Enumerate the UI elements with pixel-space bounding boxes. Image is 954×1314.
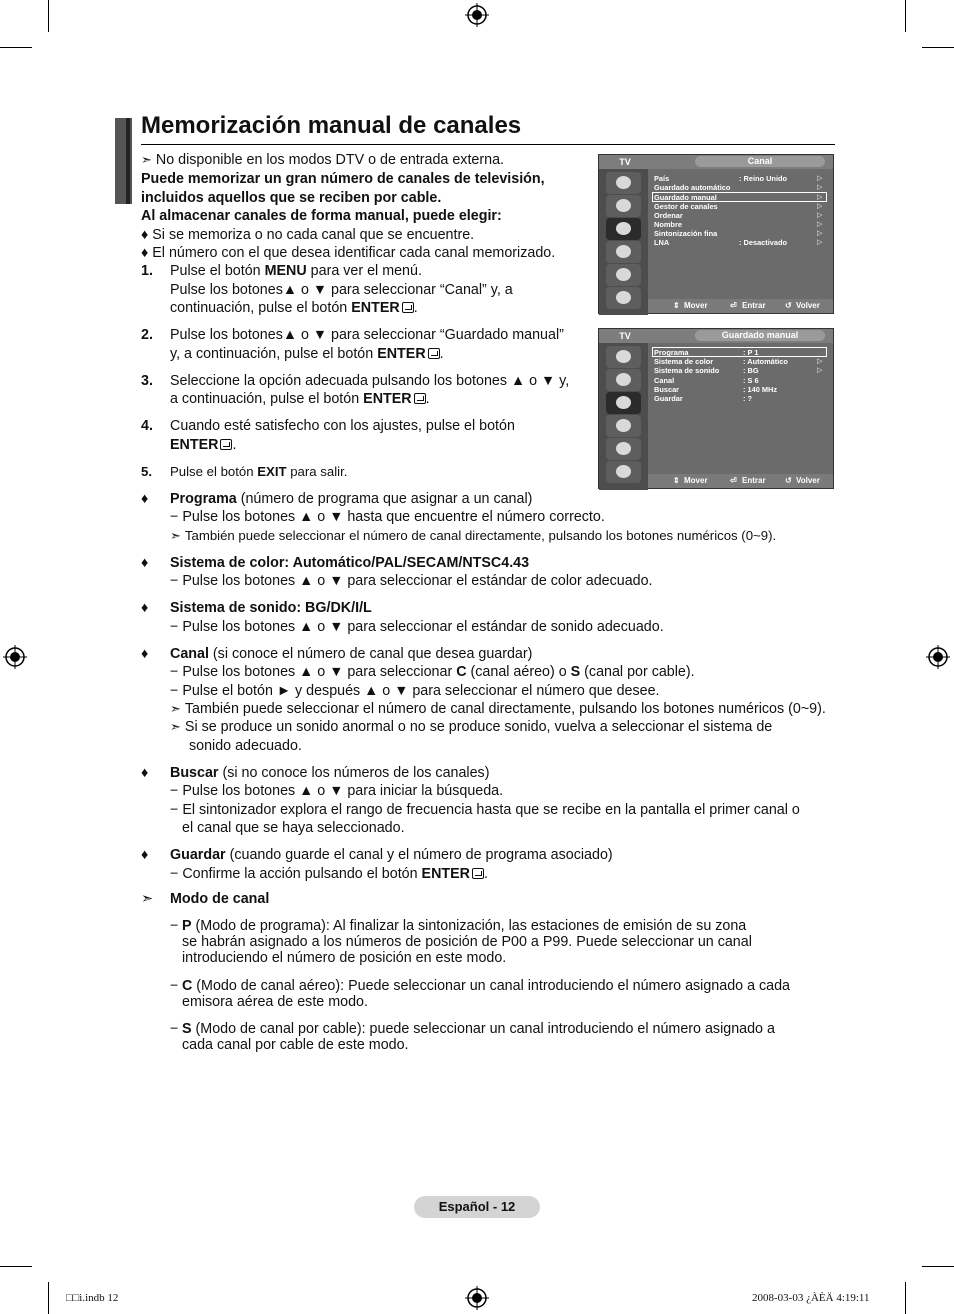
detail-text: S (Modo de canal por cable): puede seleccionar un canal introduciendo el número asignado a: [182, 1021, 775, 1037]
diamond-bullet: ♦: [141, 765, 149, 781]
detail-note: ➣ Si se produce un sonido anormal o no se produce sonido, vuelva a seleccionar el sistema de: [170, 719, 773, 735]
setup-icon: [606, 415, 641, 437]
input-icon: [606, 264, 641, 286]
detail-text: el canal que se haya seleccionado.: [182, 820, 405, 836]
detail-text: emisora aérea de este modo.: [182, 994, 368, 1010]
detail-text: − Pulse el botón ► y después ▲ o ▼ para seleccionar el número que desee.: [170, 683, 660, 699]
channel-icon: [606, 392, 641, 414]
note-arrow-icon: ➣: [141, 891, 153, 907]
osd-tv-label: TV: [619, 157, 631, 167]
setup-icon: [606, 241, 641, 263]
note-arrow-icon: ➣: [170, 528, 181, 543]
dash: −: [170, 1021, 179, 1037]
intro-bullet: ♦ El número con el que desea identificar cada canal memorizado.: [141, 245, 556, 261]
input-icon: [606, 438, 641, 460]
dash: −: [170, 978, 179, 994]
osd-sidebar: [599, 343, 648, 490]
note-arrow-icon: ➣: [170, 701, 181, 716]
step-text: y, a continuación, pulse el botón ENTER .: [170, 346, 444, 362]
arrow-right-icon: ▷: [817, 175, 823, 182]
step-text: Seleccione la opción adecuada pulsando los botones ▲ o ▼ y,: [170, 373, 570, 389]
osd-tab: Guardado manual: [695, 330, 825, 341]
detail-text: − Pulse los botones ▲ o ▼ para seleccionar el estándar de color adecuado.: [170, 573, 653, 589]
enter-icon: [428, 348, 440, 359]
tv-menu-canal: [598, 154, 834, 314]
diamond-bullet: ♦: [141, 555, 149, 571]
crop-mark: [905, 1282, 906, 1314]
note-arrow-icon: ➣: [141, 152, 152, 167]
osd-row-label[interactable]: Buscar: [654, 385, 680, 394]
registration-mark-icon: [465, 1286, 489, 1310]
application-icon: [606, 287, 641, 309]
registration-mark-icon: [926, 645, 950, 669]
step-number: 1.: [141, 263, 153, 279]
step-text: a continuación, pulse el botón ENTER .: [170, 391, 430, 407]
title-accent-bar: [126, 118, 130, 204]
print-slug-right: 2008-03-03 ¿ÀÈÄ 4:19:11: [752, 1292, 870, 1304]
move-icon: ⇕: [673, 301, 680, 310]
sound-icon: [606, 369, 641, 391]
arrow-right-icon: ▷: [817, 239, 823, 246]
osd-row-label[interactable]: Guardar: [654, 394, 683, 403]
intro-bold: incluidos aquellos que se reciben por cable.: [141, 190, 442, 206]
enter-icon: [472, 868, 484, 879]
note-arrow-icon: ➣: [170, 719, 181, 734]
osd-row-label[interactable]: Guardado manual: [654, 193, 717, 202]
step-text: Pulse el botón EXIT para salir.: [170, 464, 348, 479]
print-slug-left: □□i.indb 12: [66, 1292, 119, 1304]
application-icon: [606, 461, 641, 483]
detail-heading: Programa (número de programa que asignar a un canal): [170, 491, 533, 507]
osd-row-value: : Reino Unido: [739, 174, 788, 183]
channel-icon: [606, 218, 641, 240]
osd-footer: ⇕ Mover ⏎ Entrar ↺ Volver: [648, 474, 833, 488]
detail-note: ➣ También puede seleccionar el número de canal directamente, pulsando los botones numéricos (0~9).: [170, 528, 777, 543]
detail-text: introduciendo el número de posición en este modo.: [182, 950, 507, 966]
detail-heading: Canal (si conoce el número de canal que desea guardar): [170, 646, 533, 662]
crop-mark: [905, 0, 906, 32]
arrow-right-icon: ▷: [817, 230, 823, 237]
arrow-right-icon: ▷: [817, 194, 823, 201]
step-text: Pulse los botones▲ o ▼ para seleccionar “Canal” y, a: [170, 282, 513, 298]
crop-mark: [0, 1266, 32, 1267]
osd-row-value: : ?: [743, 394, 753, 403]
picture-icon: [606, 346, 641, 368]
intro-note: ➣ No disponible en los modos DTV o de entrada externa.: [141, 152, 505, 168]
detail-text: − El sintonizador explora el rango de frecuencia hasta que se recibe en la pantalla el primer canal o: [170, 802, 800, 818]
osd-row-value: : S 6: [743, 376, 759, 385]
osd-row-value: : P 1: [743, 348, 759, 357]
intro-bullet: ♦ Si se memoriza o no cada canal que se encuentre.: [141, 227, 475, 243]
enter-icon: ⏎: [730, 476, 737, 485]
osd-row-label[interactable]: Gestor de canales: [654, 202, 718, 211]
step-text: Pulse el botón MENU para ver el menú.: [170, 263, 422, 279]
move-icon: ⇕: [673, 476, 680, 485]
detail-text: − Pulse los botones ▲ o ▼ para iniciar la búsqueda.: [170, 783, 504, 799]
detail-heading: Sistema de sonido: BG/DK/I/L: [170, 600, 372, 616]
registration-mark-icon: [3, 645, 27, 669]
osd-row-label[interactable]: Sistema de color: [654, 357, 714, 366]
crop-mark: [922, 1266, 954, 1267]
page-number-badge: Español - 12: [414, 1196, 540, 1218]
step-text: Cuando esté satisfecho con los ajustes, pulse el botón: [170, 418, 515, 434]
arrow-right-icon: ▷: [817, 203, 823, 210]
osd-row-label[interactable]: Nombre: [654, 220, 682, 229]
detail-heading: Buscar (si no conoce los números de los canales): [170, 765, 490, 781]
enter-icon: [402, 302, 414, 313]
enter-icon: [220, 439, 232, 450]
osd-row-value: : 140 MHz: [743, 385, 778, 394]
detail-text: − Confirme la acción pulsando el botón ENTER .: [170, 866, 488, 882]
osd-tab: Canal: [695, 156, 825, 167]
page-title: Memorización manual de canales: [141, 112, 522, 139]
diamond-bullet: ♦: [141, 491, 149, 507]
osd-row-label[interactable]: Sintonización fina: [654, 229, 718, 238]
registration-mark-icon: [465, 3, 489, 27]
detail-note: sonido adecuado.: [189, 738, 302, 754]
enter-icon: ⏎: [730, 301, 737, 310]
detail-text: − Pulse los botones ▲ o ▼ hasta que encuentre el número correcto.: [170, 509, 605, 525]
detail-text: − Pulse los botones ▲ o ▼ para seleccionar C (canal aéreo) o S (canal por cable).: [170, 664, 695, 680]
osd-row-label[interactable]: Ordenar: [654, 211, 683, 220]
intro-bold: Puede memorizar un gran número de canales de televisión,: [141, 171, 545, 187]
detail-heading: Guardar (cuando guarde el canal y el número de programa asociado): [170, 847, 613, 863]
title-rule: [141, 144, 835, 145]
step-number: 3.: [141, 373, 153, 389]
arrow-right-icon: ▷: [817, 221, 823, 228]
osd-row-label[interactable]: País: [654, 174, 670, 183]
osd-row-value: : Automático: [743, 357, 788, 366]
osd-tv-label: TV: [619, 331, 631, 341]
enter-icon: [414, 393, 426, 404]
detail-text: P (Modo de programa): Al finalizar la sintonización, las estaciones de emisión de su zona: [182, 918, 747, 934]
crop-mark: [48, 0, 49, 32]
detail-note: ➣ También puede seleccionar el número de canal directamente, pulsando los botones numéricos (0~9).: [170, 701, 826, 717]
step-number: 2.: [141, 327, 153, 343]
step-number: 5.: [141, 464, 152, 479]
arrow-right-icon: ▷: [817, 212, 823, 219]
step-number: 4.: [141, 418, 153, 434]
step-text: ENTER .: [170, 437, 237, 453]
osd-sidebar: [599, 169, 648, 315]
diamond-bullet: ♦: [141, 847, 149, 863]
osd-row-label[interactable]: Canal: [654, 376, 675, 385]
crop-mark: [0, 47, 32, 48]
osd-row-value: : Desactivado: [739, 238, 788, 247]
arrow-right-icon: ▷: [817, 184, 823, 191]
osd-row-label[interactable]: Programa: [654, 348, 689, 357]
return-icon: ↺: [785, 476, 792, 485]
osd-row-label[interactable]: Sistema de sonido: [654, 366, 720, 375]
osd-row-label[interactable]: LNA: [654, 238, 670, 247]
picture-icon: [606, 172, 641, 194]
osd-row-value: : BG: [743, 366, 759, 375]
tv-menu-guardado-manual: [598, 328, 834, 489]
arrow-right-icon: ▷: [817, 358, 823, 365]
detail-text: se habrán asignado a los números de posición de P00 a P99. Puede seleccionar un canal: [182, 934, 752, 950]
step-text: continuación, pulse el botón ENTER .: [170, 300, 418, 316]
detail-text: C (Modo de canal aéreo): Puede seleccionar un canal introduciendo el número asignado a cada: [182, 978, 791, 994]
detail-heading: Modo de canal: [170, 891, 270, 907]
detail-heading: Sistema de color: Automático/PAL/SECAM/NTSC4.43: [170, 555, 530, 571]
crop-mark: [922, 47, 954, 48]
return-icon: ↺: [785, 301, 792, 310]
osd-row-label[interactable]: Guardado automático: [654, 183, 731, 192]
diamond-bullet: ♦: [141, 646, 149, 662]
osd-footer: ⇕ Mover ⏎ Entrar ↺ Volver: [648, 299, 833, 313]
diamond-bullet: ♦: [141, 600, 149, 616]
dash: −: [170, 918, 179, 934]
crop-mark: [48, 1282, 49, 1314]
sound-icon: [606, 195, 641, 217]
detail-text: − Pulse los botones ▲ o ▼ para seleccionar el estándar de sonido adecuado.: [170, 619, 664, 635]
arrow-right-icon: ▷: [817, 367, 823, 374]
step-text: Pulse los botones▲ o ▼ para seleccionar “Guardado manual”: [170, 327, 564, 343]
intro-bold: Al almacenar canales de forma manual, puede elegir:: [141, 208, 502, 224]
detail-text: cada canal por cable de este modo.: [182, 1037, 409, 1053]
